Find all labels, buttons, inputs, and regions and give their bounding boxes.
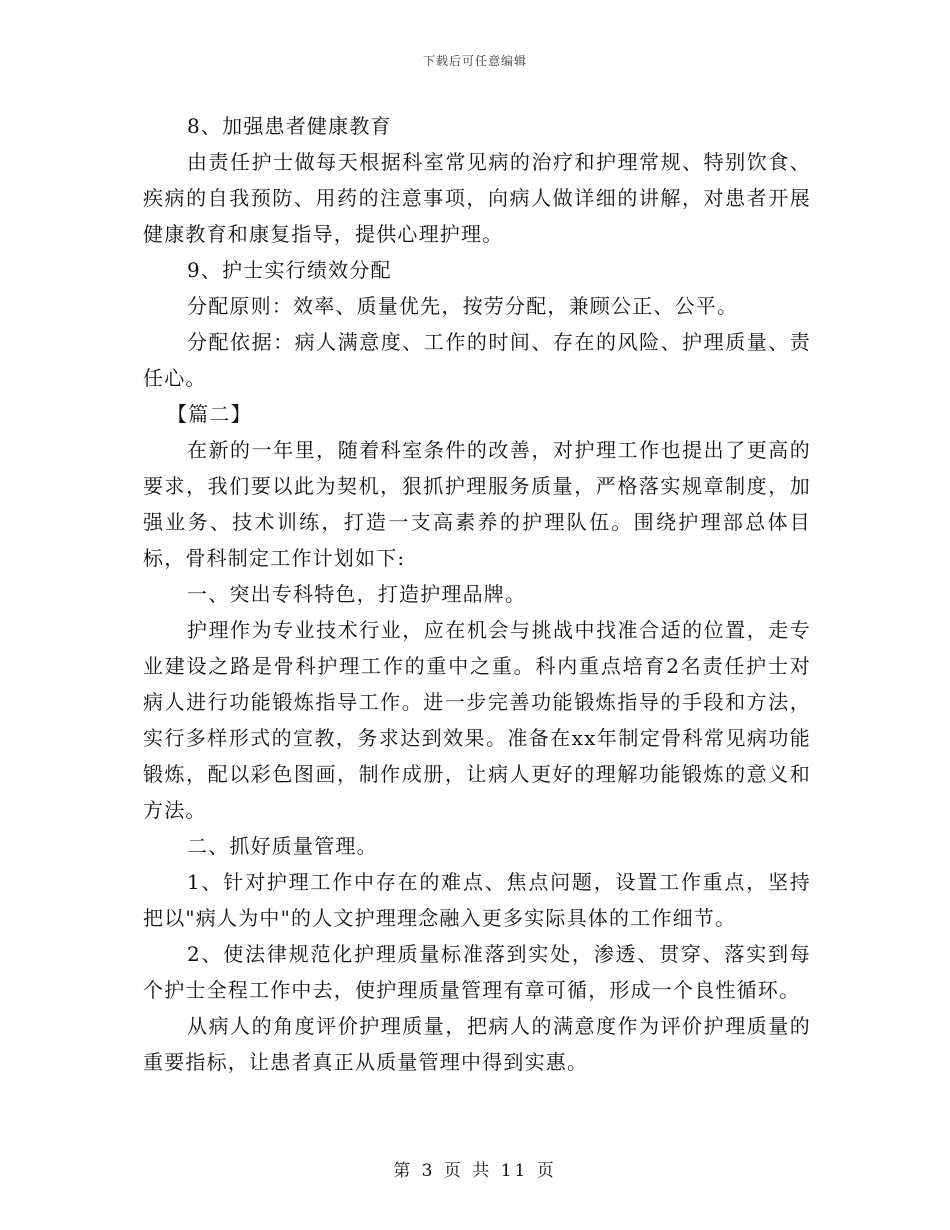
paragraph-distribution-principle: 分配原则：效率、质量优先，按劳分配，兼顾公正、公平。: [187, 294, 739, 318]
paragraph-distribution-basis: 分配依据：病人满意度、工作的时间、存在的风险、护理质量、责任心。: [143, 330, 811, 390]
paragraph-heading-9: 9、护士实行绩效分配: [187, 258, 392, 282]
paragraph-specialty: 护理作为专业技术行业，应在机会与挑战中找准合适的位置，走专业建设之路是骨科护理工作的重中之重。科内重点培育2名责任护士对病人进行功能锻炼指导工作。进一步完善功能锻炼指导的手段和方法，实行多样形式的宣教，务求达到效果。准备在xx年制定骨科常见病功能锻炼，配以彩色图画，制作成册，让病人更好的理解功能锻炼的意义和方法。: [143, 618, 811, 822]
page-header-note: 下载后可任意编辑: [422, 54, 527, 68]
paragraph-heading-8: 8、加强患者健康教育: [187, 114, 392, 138]
section-title-part-two: 【篇二】: [167, 402, 252, 426]
paragraph-intro-part-two: 在新的一年里，随着科室条件的改善，对护理工作也提出了更高的要求，我们要以此为契机，狠抓护理服务质量，严格落实规章制度，加强业务、技术训练，打造一支高素养的护理队伍。围绕护理部总体目标，骨科制定工作计划如下:: [143, 438, 811, 570]
paragraph-quality-1: 1、针对护理工作中存在的难点、焦点问题，设置工作重点，坚持把以"病人为中"的人文护理理念融入更多实际具体的工作细节。: [143, 870, 811, 930]
paragraph-heading-two: 二、抓好质量管理。: [187, 834, 378, 858]
paragraph-quality-2: 2、使法律规范化护理质量标准落到实处，渗透、贯穿、落实到每个护士全程工作中去，使护理质量管理有章可循，形成一个良性循环。: [143, 942, 811, 1002]
paragraph-patient-view: 从病人的角度评价护理质量，把病人的满意度作为评价护理质量的重要指标，让患者真正从质量管理中得到实惠。: [143, 1014, 811, 1074]
paragraph-health-education: 由责任护士做每天根据科室常见病的治疗和护理常规、特别饮食、疾病的自我预防、用药的注意事项，向病人做详细的讲解，对患者开展健康教育和康复指导，提供心理护理。: [143, 150, 811, 246]
page-footer-number: 第 3 页 共 11 页: [393, 1161, 557, 1181]
paragraph-heading-one: 一、突出专科特色，打造护理品牌。: [187, 582, 527, 606]
document-body: [143, 108, 811, 1080]
